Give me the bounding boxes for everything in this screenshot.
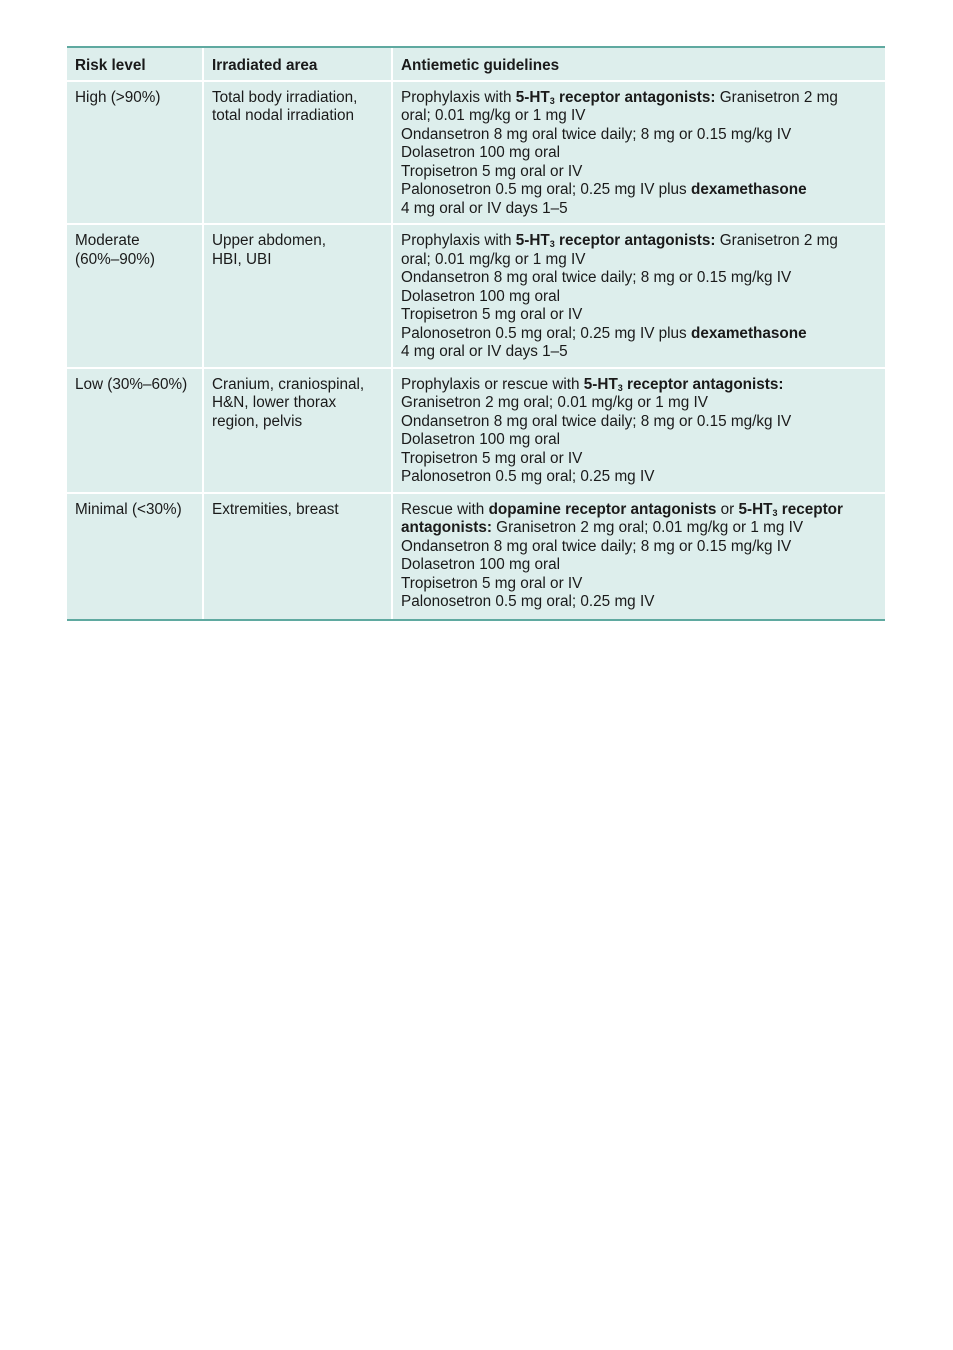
- guideline-line: Tropisetron 5 mg oral or IV: [401, 574, 583, 592]
- risk-level-cell: [67, 82, 204, 226]
- guideline-line: Granisetron 2 mg oral; 0.01 mg/kg or 1 mg IV: [401, 394, 708, 411]
- guideline-line: Palonosetron 0.5 mg oral; 0.25 mg IV: [401, 468, 655, 485]
- risk-level-cell: [67, 225, 204, 369]
- guideline-line: Tropisetron 5 mg oral or IV: [401, 449, 583, 467]
- risk-level-text: High (>90%): [75, 88, 161, 106]
- antiemetic-guidelines-table: [67, 46, 885, 621]
- irradiated-area-cell: [204, 225, 393, 369]
- guideline-intro: Prophylaxis or rescue with $5-HT_3$ receptor antagonists:: [401, 375, 784, 393]
- area-line: Total body irradiation,: [212, 88, 358, 106]
- guideline-line: oral; 0.01 mg/kg or 1 mg IV: [401, 250, 586, 268]
- guideline-line: Dolasetron 100 mg oral: [401, 556, 561, 573]
- area-line: Upper abdomen,: [212, 232, 326, 249]
- guideline-intro: Prophylaxis with $5-HT_3$ receptor antagonists: Granisetron 2 mg: [401, 232, 838, 249]
- guideline-line: Palonosetron 0.5 mg oral; 0.25 mg IV plus dexamethasone: [401, 324, 807, 342]
- risk-level-text: (60%–90%): [75, 250, 155, 268]
- guideline-line: 4 mg oral or IV days 1–5: [401, 199, 568, 217]
- guideline-line: Ondansetron 8 mg oral twice daily; 8 mg or 0.15 mg/kg IV: [401, 269, 792, 286]
- guideline-line: 4 mg oral or IV days 1–5: [401, 343, 568, 360]
- header-antiemetic-guidelines: Antiemetic guidelines: [393, 48, 885, 82]
- guideline-intro: Prophylaxis with $5-HT_3$ receptor antagonists: Granisetron 2 mg: [401, 88, 838, 106]
- area-line: total nodal irradiation: [212, 107, 355, 124]
- guideline-line: Palonosetron 0.5 mg oral; 0.25 mg IV plus dexamethasone: [401, 181, 807, 198]
- guidelines-cell: [393, 369, 885, 494]
- risk-level-cell: [67, 494, 204, 619]
- guideline-line: Palonosetron 0.5 mg oral; 0.25 mg IV: [401, 593, 655, 610]
- table-row-moderate: [67, 225, 885, 369]
- guideline-intro: Rescue with dopamine receptor antagonists or $5-HT_3$ receptor: [401, 500, 843, 518]
- guideline-line: oral; 0.01 mg/kg or 1 mg IV: [401, 107, 586, 124]
- irradiated-area-cell: [204, 369, 393, 494]
- header-row: [67, 48, 885, 82]
- guideline-line: Dolasetron 100 mg oral: [401, 144, 561, 161]
- irradiated-area-cell: [204, 494, 393, 619]
- area-line: region, pelvis: [212, 412, 303, 430]
- risk-level-text: Minimal (<30%): [75, 500, 182, 518]
- area-line: Cranium, craniospinal,: [212, 375, 365, 393]
- guidelines-cell: [393, 225, 885, 369]
- guideline-line: Dolasetron 100 mg oral: [401, 287, 561, 305]
- header-irradiated-area: Irradiated area: [204, 48, 393, 82]
- guideline-line: Ondansetron 8 mg oral twice daily; 8 mg or 0.15 mg/kg IV: [401, 412, 792, 430]
- risk-level-text: Moderate: [75, 232, 140, 249]
- area-line: HBI, UBI: [212, 250, 272, 268]
- irradiated-area-cell: [204, 82, 393, 226]
- risk-level-cell: [67, 369, 204, 494]
- guideline-line: Ondansetron 8 mg oral twice daily; 8 mg or 0.15 mg/kg IV: [401, 537, 792, 555]
- guideline-line: Dolasetron 100 mg oral: [401, 431, 561, 448]
- table-row-low: [67, 369, 885, 494]
- guideline-line: Tropisetron 5 mg oral or IV: [401, 306, 583, 323]
- table-row-minimal: [67, 494, 885, 619]
- area-line: H&N, lower thorax: [212, 394, 337, 411]
- table-row-high: [67, 82, 885, 226]
- area-line: Extremities, breast: [212, 500, 339, 518]
- guideline-line: Tropisetron 5 mg oral or IV: [401, 162, 583, 180]
- header-risk-level: Risk level: [67, 48, 204, 82]
- guideline-line: antagonists: Granisetron 2 mg oral; 0.01 mg/kg or 1 mg IV: [401, 519, 804, 536]
- guideline-line: Ondansetron 8 mg oral twice daily; 8 mg or 0.15 mg/kg IV: [401, 125, 792, 143]
- guidelines-cell: [393, 494, 885, 619]
- risk-level-text: Low (30%–60%): [75, 375, 188, 393]
- guidelines-cell: [393, 82, 885, 226]
